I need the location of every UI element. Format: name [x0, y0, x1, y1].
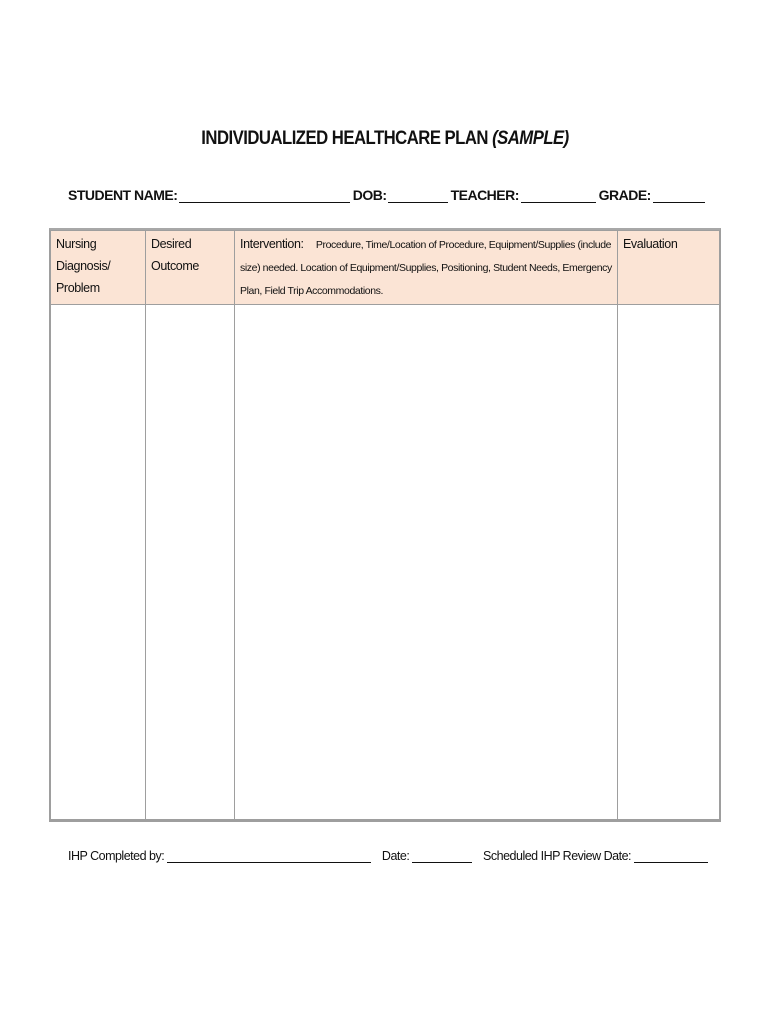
header-intervention: [235, 231, 618, 305]
student-name-field[interactable]: [179, 184, 349, 203]
date-field[interactable]: [412, 846, 472, 863]
intervention-label: Intervention:: [240, 237, 304, 251]
review-date-field[interactable]: [634, 846, 708, 863]
title-main: INDIVIDUALIZED HEALTHCARE PLAN: [201, 128, 488, 149]
header-evaluation: Evaluation: [618, 231, 720, 305]
review-date-label: Scheduled IHP Review Date:: [483, 849, 632, 863]
header-nursing-diagnosis: Nursing Diagnosis/ Problem: [51, 231, 146, 305]
page-title: [46, 128, 724, 150]
header-desired-outcome: Desired Outcome: [146, 231, 235, 305]
grade-label: GRADE:: [598, 187, 651, 203]
completed-by-field[interactable]: [167, 846, 371, 863]
date-label: Date:: [381, 849, 410, 863]
title-suffix: (SAMPLE): [492, 128, 569, 149]
student-info-row: [68, 184, 708, 203]
completed-by-label: IHP Completed by:: [68, 849, 165, 863]
dob-label: DOB:: [352, 187, 387, 203]
dob-field[interactable]: [388, 184, 447, 203]
student-name-label: STUDENT NAME:: [68, 187, 178, 203]
teacher-label: TEACHER:: [450, 187, 519, 203]
table-row: [51, 305, 720, 820]
teacher-field[interactable]: [521, 184, 596, 203]
cell-nursing-diagnosis[interactable]: [51, 305, 146, 820]
table-header-row: [51, 231, 720, 305]
intervention-detail: Procedure, Time/Location of Procedure, Equipment/Supplies (include size) needed. Location of Equipment/Supplies, Positioning, Student Needs, Emergency Plan, Field Trip Accommodations.: [240, 239, 612, 297]
footer-row: [68, 846, 708, 863]
healthcare-plan-table: [49, 228, 721, 822]
cell-desired-outcome[interactable]: [146, 305, 235, 820]
cell-intervention[interactable]: [235, 305, 618, 820]
grade-field[interactable]: [653, 184, 705, 203]
cell-evaluation[interactable]: [618, 305, 720, 820]
